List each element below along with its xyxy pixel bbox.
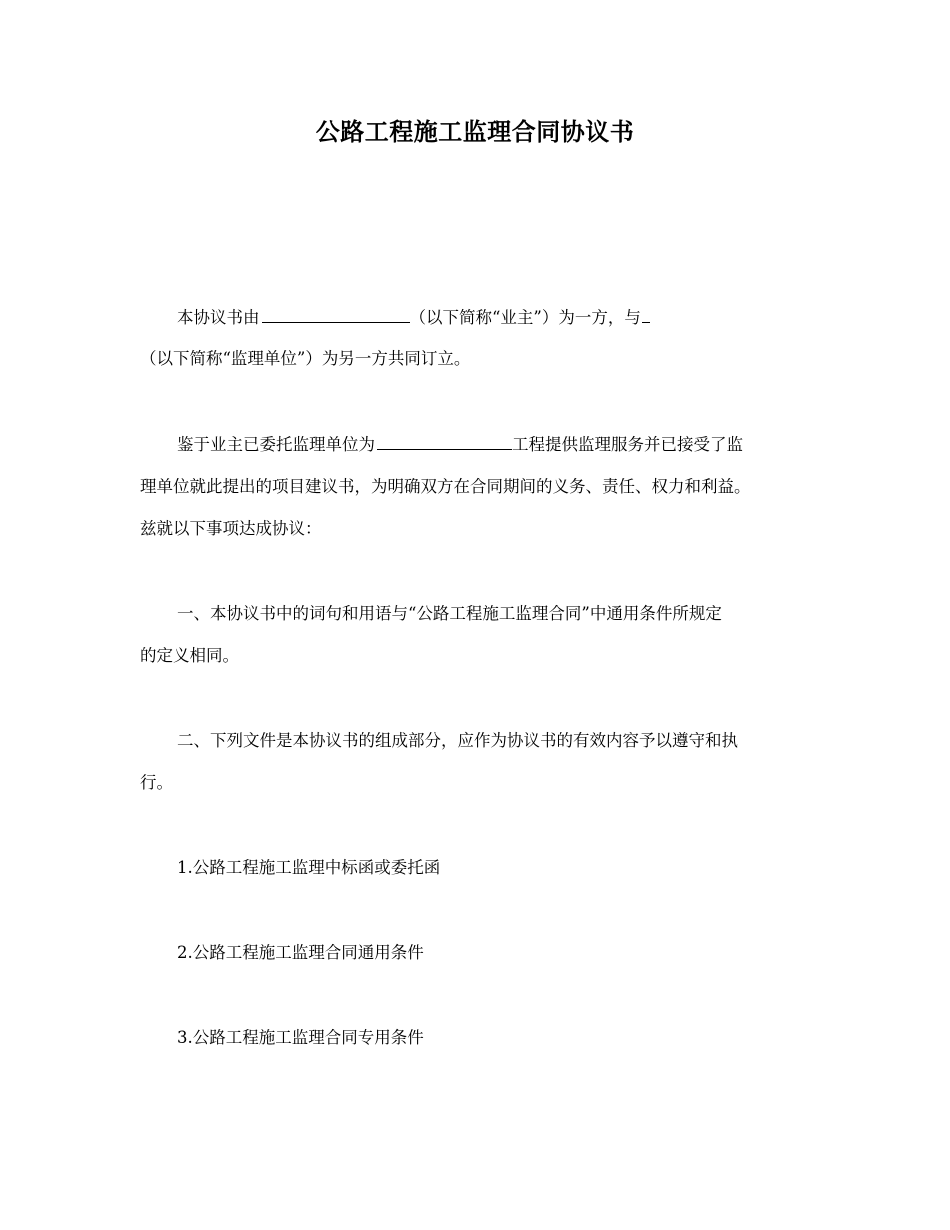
para1-line2: （以下简称“监理单位”）为另一方共同订立。 xyxy=(140,349,471,368)
para1-text-b: （以下简称“业主”）为一方，与 xyxy=(409,308,641,327)
project-name-blank xyxy=(377,432,512,450)
para2-line3: 兹就以下事项达成协议： xyxy=(140,519,322,538)
para2-line2: 理单位就此提出的项目建议书，为明确双方在合同期间的义务、责任、权力和利益。 xyxy=(140,477,751,496)
para2-text-a: 鉴于业主已委托监理单位为 xyxy=(177,435,375,454)
para2-text-b: 工程提供监理服务并已接受了监 xyxy=(512,435,743,454)
list-item: 3.公路工程施工监理合同专用条件 xyxy=(177,1028,424,1047)
supervisor-name-blank xyxy=(642,305,650,323)
document-title: 公路工程施工监理合同协议书 xyxy=(315,118,635,146)
clause2-line2: 行。 xyxy=(140,773,173,792)
list-item: 2.公路工程施工监理合同通用条件 xyxy=(177,943,424,962)
clause2-line1: 二、下列文件是本协议书的组成部分，应作为协议书的有效内容予以遵守和执 xyxy=(177,731,738,750)
owner-name-blank xyxy=(262,305,410,323)
list-item: 1.公路工程施工监理中标函或委托函 xyxy=(177,858,441,877)
clause1-line2: 的定义相同。 xyxy=(140,646,239,665)
clause1-line1: 一、本协议书中的词句和用语与“公路工程施工监理合同”中通用条件所规定 xyxy=(177,604,722,623)
para1-text-a: 本协议书由 xyxy=(177,308,260,327)
para2-line1 xyxy=(177,432,743,456)
para1-line1 xyxy=(177,305,650,329)
